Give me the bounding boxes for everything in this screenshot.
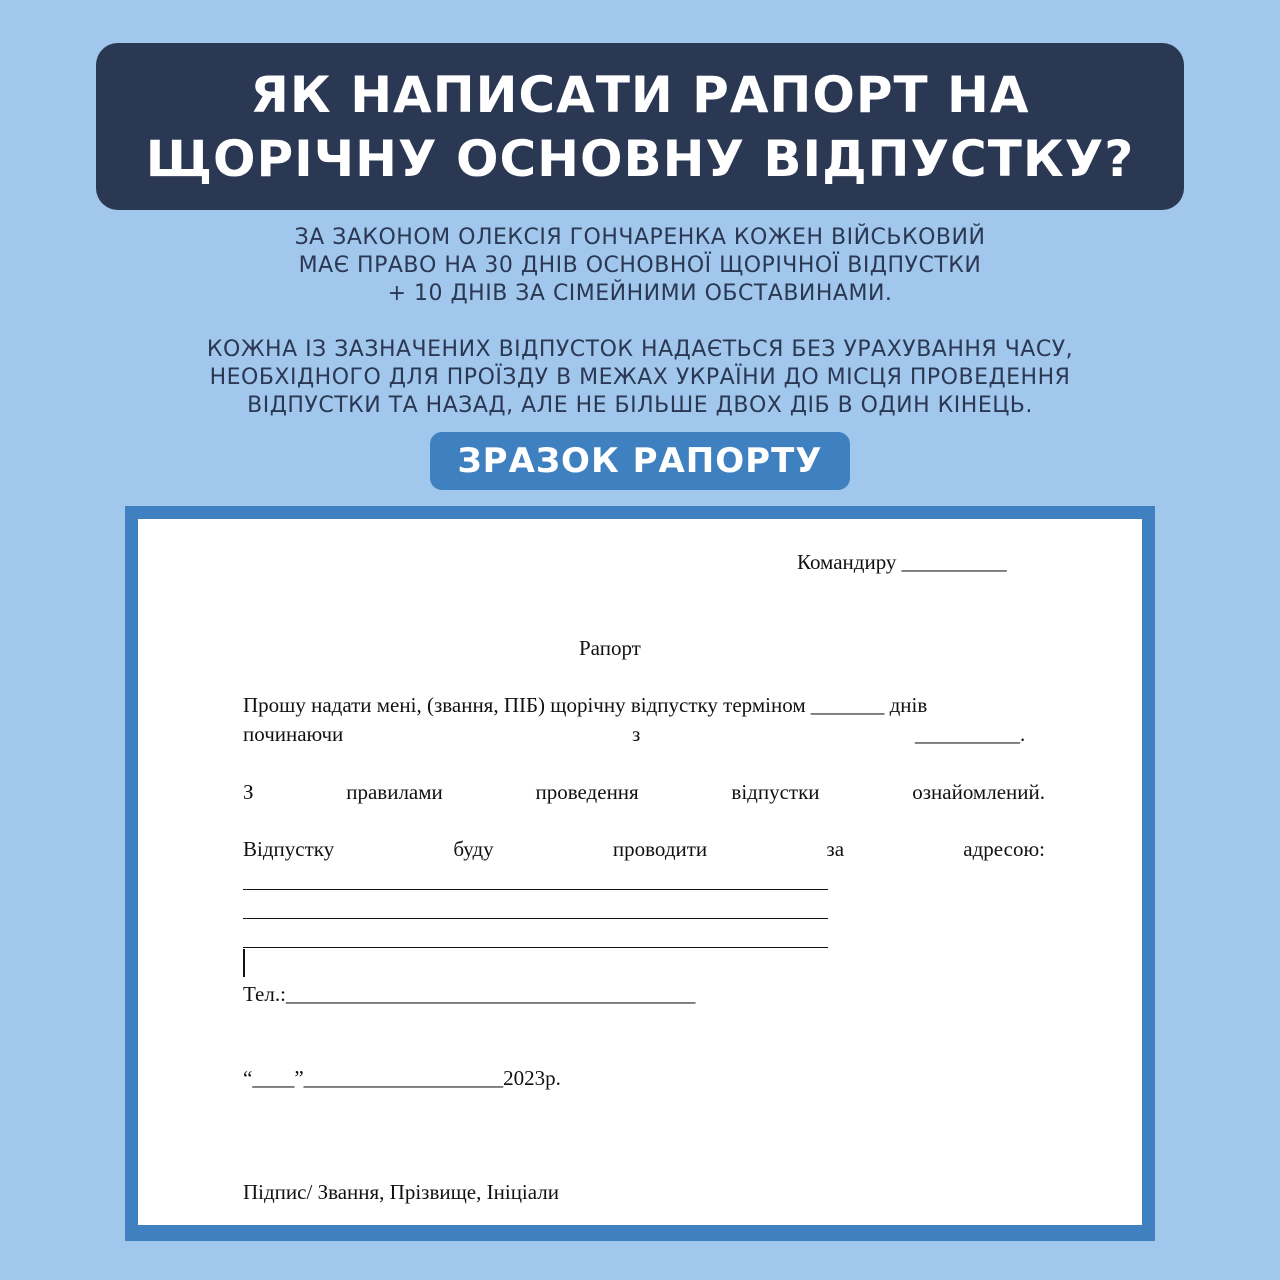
request-line-2-start: починаючи	[243, 722, 344, 746]
address-word: адресою:	[963, 837, 1045, 861]
signature-line: Підпис/ Звання, Прізвище, Ініціали	[243, 1180, 559, 1204]
address-blank-line[interactable]	[243, 889, 828, 890]
text-cursor	[243, 949, 245, 977]
request-line-2-end: __________.	[915, 722, 1026, 746]
rules-word: ознайомлений.	[912, 780, 1045, 804]
request-line-2-middle: з	[632, 722, 641, 746]
document-page	[138, 519, 1142, 1225]
document-heading: Рапорт	[579, 636, 641, 660]
address-blank-line[interactable]	[243, 918, 828, 919]
address-blank-line[interactable]	[243, 947, 828, 948]
intro-line: + 10 ДНІВ ЗА СІМЕЙНИМИ ОБСТАВИНАМИ.	[387, 281, 893, 306]
rules-word: відпустки	[731, 780, 820, 804]
intro-line: КОЖНА ІЗ ЗАЗНАЧЕНИХ ВІДПУСТОК НАДАЄТЬСЯ БЕЗ УРАХУВАННЯ ЧАСУ,	[206, 337, 1074, 362]
intro-line: НЕОБХІДНОГО ДЛЯ ПРОЇЗДУ В МЕЖАХ УКРАЇНИ ДО МІСЦЯ ПРОВЕДЕННЯ	[209, 365, 1071, 390]
intro-paragraph-2	[0, 336, 1280, 420]
title-banner	[96, 43, 1184, 210]
rules-word: проведення	[535, 780, 639, 804]
document-frame	[125, 506, 1155, 1241]
addressee-line: Командиру __________	[797, 550, 1007, 574]
sample-badge: ЗРАЗОК РАПОРТУ	[430, 432, 850, 490]
request-line-1: Прошу надати мені, (звання, ПІБ) щорічну відпустку терміном _______ днів	[243, 693, 928, 717]
rules-word: З	[243, 780, 254, 804]
address-word: Відпустку	[243, 837, 335, 861]
intro-line: МАЄ ПРАВО НА 30 ДНІВ ОСНОВНОЇ ЩОРІЧНОЇ ВІДПУСТКИ	[298, 253, 982, 278]
address-line	[243, 835, 1045, 863]
title-line-1: ЯК НАПИСАТИ РАПОРТ НА	[250, 65, 1030, 124]
address-word: проводити	[612, 837, 708, 861]
rules-word: правилами	[346, 780, 443, 804]
phone-line: Тел.:_______________________________________	[243, 982, 696, 1006]
date-line: “____”___________________2023р.	[243, 1066, 561, 1090]
intro-line: ВІДПУСТКИ ТА НАЗАД, АЛЕ НЕ БІЛЬШЕ ДВОХ ДІБ В ОДИН КІНЕЦЬ.	[247, 393, 1033, 418]
address-word: за	[826, 837, 845, 861]
intro-paragraph-1	[0, 224, 1280, 308]
title-line-2: ЩОРІЧНУ ОСНОВНУ ВІДПУСТКУ?	[145, 129, 1135, 188]
intro-line: ЗА ЗАКОНОМ ОЛЕКСІЯ ГОНЧАРЕНКА КОЖЕН ВІЙСЬКОВИЙ	[294, 225, 986, 250]
rules-line	[243, 778, 1045, 806]
address-word: буду	[453, 837, 494, 861]
